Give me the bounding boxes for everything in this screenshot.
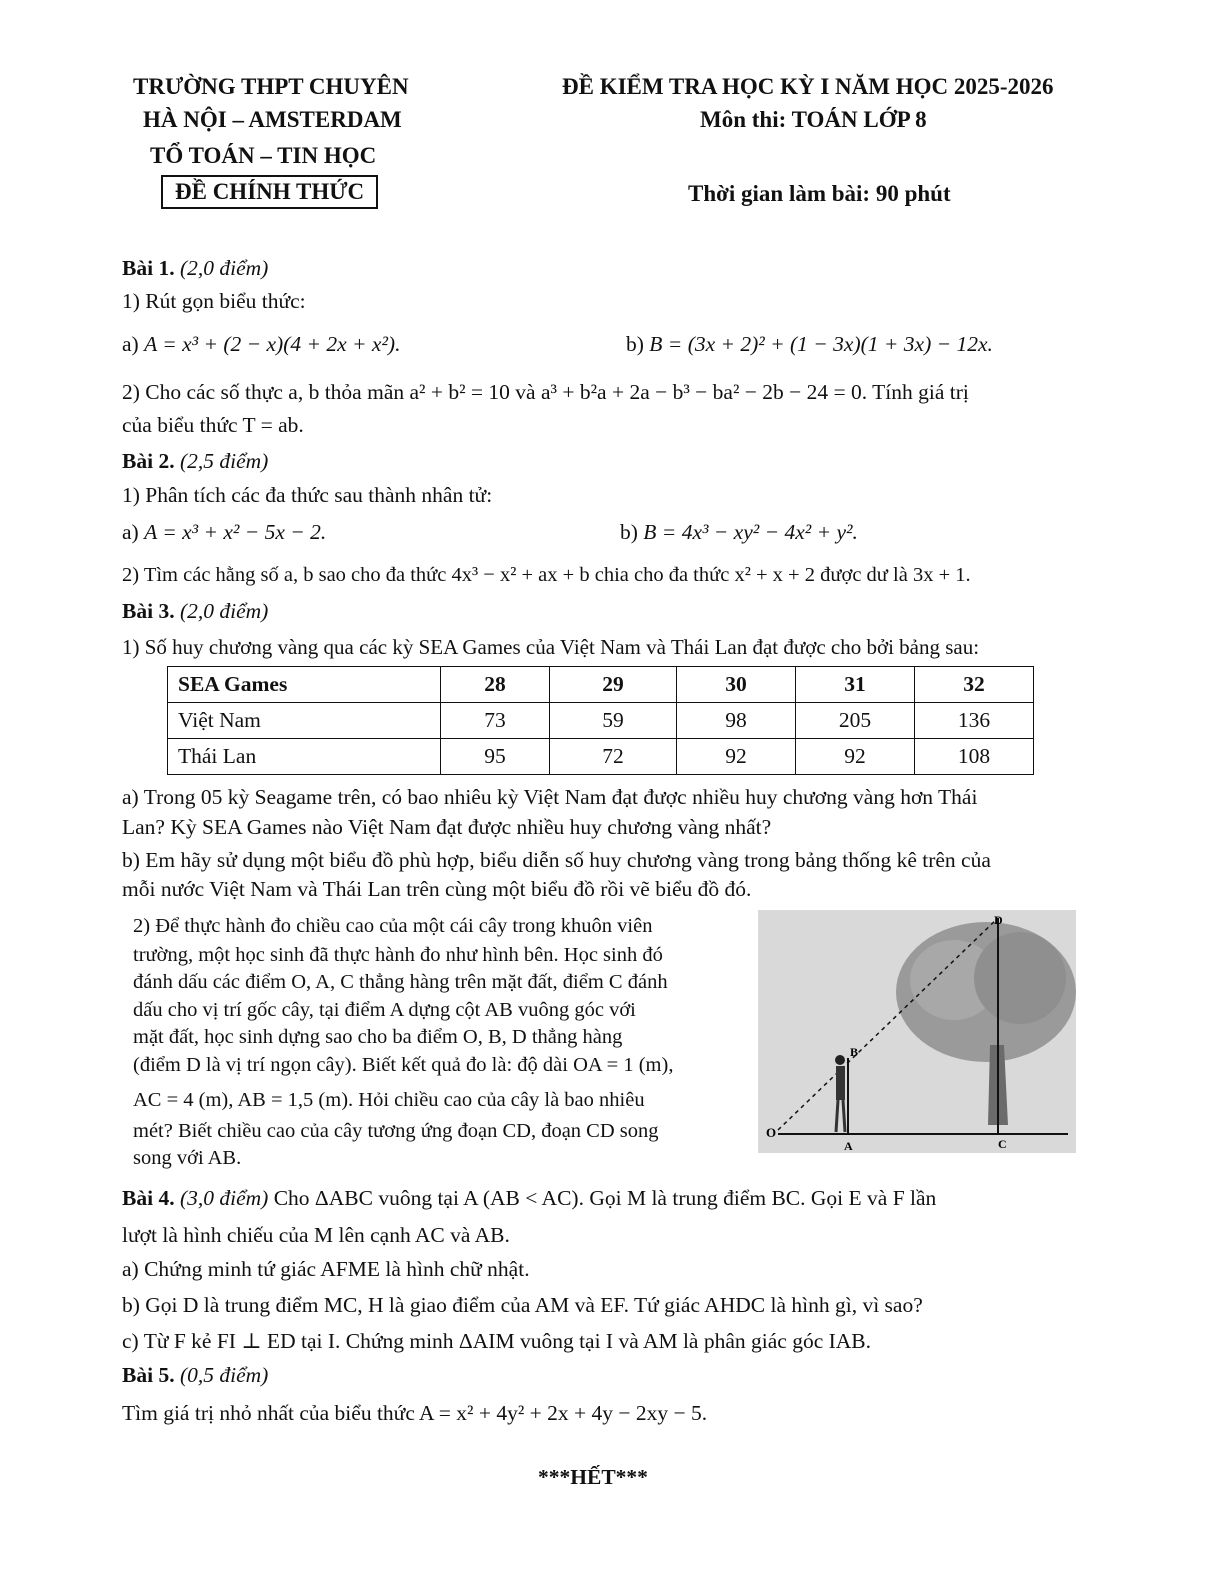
bai1-q1: 1) Rút gọn biểu thức: — [122, 289, 306, 313]
bai4-points: (3,0 điểm) — [179, 1186, 269, 1210]
table-row — [168, 703, 1034, 739]
bai3-qb-line1: b) Em hãy sử dụng một biểu đồ phù hợp, biểu diễn số huy chương vàng trong bảng thống kê trên của — [122, 848, 991, 872]
bai3-q1: 1) Số huy chương vàng qua các kỳ SEA Games của Việt Nam và Thái Lan đạt được cho bởi bảng sau: — [122, 635, 980, 659]
bai3-q2-line: mét? Biết chiều cao của cây tương ứng đoạn CD, đoạn CD song — [133, 1120, 659, 1142]
bai1-q1a-expr: A = x³ + (2 − x)(4 + 2x + x²). — [144, 332, 401, 356]
bai3-title: Bài 3. — [122, 599, 175, 623]
exam-time: Thời gian làm bài: 90 phút — [688, 181, 951, 206]
table-cell: 98 — [677, 703, 796, 739]
bai3-q2-line: đánh dấu các điểm O, A, C thẳng hàng trên mặt đất, điểm C đánh — [133, 971, 668, 993]
bai3-heading — [122, 596, 268, 626]
student-body — [836, 1066, 845, 1100]
bai4-text-line1: Cho ΔABC vuông tại A (AB < AC). Gọi M là trung điểm BC. Gọi E và F lần — [273, 1186, 937, 1210]
student-head — [835, 1055, 845, 1065]
bai1-heading — [122, 253, 268, 283]
student-leg — [843, 1100, 845, 1132]
bai3-q2-line: song với AB. — [133, 1147, 242, 1169]
bai2-q1b-label: b) — [620, 520, 638, 544]
school-name-line2: HÀ NỘI – AMSTERDAM — [143, 107, 402, 132]
bai3-qa-line1: a) Trong 05 kỳ Seagame trên, có bao nhiêu kỳ Việt Nam đạt được nhiều huy chương vàng hơn Thái — [122, 785, 978, 809]
bai4-title: Bài 4. — [122, 1186, 175, 1210]
table-cell: Việt Nam — [168, 703, 441, 739]
bai5-title: Bài 5. — [122, 1363, 175, 1387]
point-o-label: O — [766, 1125, 777, 1140]
bai2-q2: 2) Tìm các hằng số a, b sao cho đa thức 4x³ − x² + ax + b chia cho đa thức x² + x + 2 được dư là 3x + 1. — [122, 564, 971, 586]
bai3-q2-line: (điểm D là vị trí ngọn cây). Biết kết quả đo là: độ dài OA = 1 (m), — [133, 1054, 674, 1076]
bai4-line2: lượt là hình chiếu của M lên cạnh AC và AB. — [122, 1223, 510, 1247]
bai2-q1a-label: a) — [122, 520, 139, 544]
tree-crown-right — [974, 932, 1066, 1024]
bai2-q1: 1) Phân tích các đa thức sau thành nhân tử: — [122, 483, 493, 507]
school-name-line1: TRƯỜNG THPT CHUYÊN — [133, 74, 409, 99]
bai2-heading — [122, 446, 268, 476]
bai3-qa-line2: Lan? Kỳ SEA Games nào Việt Nam đạt được nhiều huy chương vàng nhất? — [122, 815, 772, 839]
official-badge: ĐỀ CHÍNH THỨC — [161, 175, 378, 209]
table-cell: 108 — [915, 739, 1034, 775]
bai2-q1a — [122, 517, 326, 547]
table-header-cell: 28 — [441, 667, 550, 703]
bai4-qa: a) Chứng minh tứ giác AFME là hình chữ nhật. — [122, 1257, 530, 1281]
bai5-heading — [122, 1360, 268, 1390]
table-header-cell: 29 — [550, 667, 677, 703]
bai5-points: (0,5 điểm) — [179, 1363, 269, 1387]
bai4-line1 — [122, 1183, 936, 1213]
table-cell: 59 — [550, 703, 677, 739]
bai5-question: Tìm giá trị nhỏ nhất của biểu thức A = x² + 4y² + 2x + 4y − 2xy − 5. — [122, 1401, 708, 1425]
table-cell: 95 — [441, 739, 550, 775]
point-a-label: A — [844, 1139, 853, 1153]
bai2-q1a-expr: A = x³ + x² − 5x − 2. — [144, 520, 327, 544]
table-header-cell: 30 — [677, 667, 796, 703]
table-cell: 92 — [796, 739, 915, 775]
bai2-q1b — [620, 517, 858, 547]
table-cell: Thái Lan — [168, 739, 441, 775]
bai1-points: (2,0 điểm) — [179, 256, 269, 280]
medal-table — [167, 666, 1034, 775]
bai1-q1b-label: b) — [626, 332, 644, 356]
point-b-label: B — [850, 1045, 859, 1059]
bai3-q2-line: 2) Để thực hành đo chiều cao của một cái cây trong khuôn viên — [133, 915, 653, 937]
point-d-label: D — [994, 913, 1003, 927]
table-cell: 73 — [441, 703, 550, 739]
exam-subject: Môn thi: TOÁN LỚP 8 — [700, 107, 927, 132]
table-header-cell: 31 — [796, 667, 915, 703]
bai3-q2-line: trường, một học sinh đã thực hành đo như hình bên. Học sinh đó — [133, 944, 663, 966]
table-cell: 136 — [915, 703, 1034, 739]
department-name: TỔ TOÁN – TIN HỌC — [150, 143, 377, 168]
bai1-title: Bài 1. — [122, 256, 175, 280]
end-marker: ***HẾT*** — [538, 1465, 648, 1489]
exam-title: ĐỀ KIỂM TRA HỌC KỲ I NĂM HỌC 2025-2026 — [562, 74, 1054, 99]
bai3-q2-line: mặt đất, học sinh dựng sao cho ba điểm O, B, D thẳng hàng — [133, 1026, 623, 1048]
bai3-qb-line2: mỗi nước Việt Nam và Thái Lan trên cùng một biểu đồ rồi vẽ biểu đồ đó. — [122, 877, 752, 901]
table-row — [168, 739, 1034, 775]
tree-measurement-figure — [758, 910, 1076, 1153]
bai1-q2-line1: 2) Cho các số thực a, b thỏa mãn a² + b² = 10 và a³ + b²a + 2a − b³ − ba² − 2b − 24 = 0. Tính giá trị — [122, 380, 969, 404]
bai2-points: (2,5 điểm) — [179, 449, 269, 473]
bai2-q1b-expr: B = 4x³ − xy² − 4x² + y². — [643, 520, 858, 544]
bai1-q1b — [626, 329, 993, 359]
table-header-row — [168, 667, 1034, 703]
bai4-qc: c) Từ F kẻ FI ⊥ ED tại I. Chứng minh ΔAIM vuông tại I và AM là phân giác góc IAB. — [122, 1329, 872, 1353]
table-cell: 92 — [677, 739, 796, 775]
table-header-cell: 32 — [915, 667, 1034, 703]
bai1-q1a — [122, 329, 400, 359]
bai4-qb: b) Gọi D là trung điểm MC, H là giao điểm của AM và EF. Tứ giác AHDC là hình gì, vì sao? — [122, 1293, 923, 1317]
bai3-q2-line: AC = 4 (m), AB = 1,5 (m). Hỏi chiều cao của cây là bao nhiêu — [133, 1089, 645, 1111]
student-leg — [836, 1100, 838, 1132]
bai1-q1a-label: a) — [122, 332, 139, 356]
bai1-q2-line2: của biểu thức T = ab. — [122, 413, 304, 437]
table-header-cell: SEA Games — [168, 667, 441, 703]
table-cell: 72 — [550, 739, 677, 775]
bai3-points: (2,0 điểm) — [179, 599, 269, 623]
point-c-label: C — [998, 1137, 1007, 1151]
bai2-title: Bài 2. — [122, 449, 175, 473]
table-cell: 205 — [796, 703, 915, 739]
bai1-q1b-expr: B = (3x + 2)² + (1 − 3x)(1 + 3x) − 12x. — [649, 332, 993, 356]
bai3-q2-line: dấu cho vị trí gốc cây, tại điểm A dựng cột AB vuông góc với — [133, 999, 636, 1021]
